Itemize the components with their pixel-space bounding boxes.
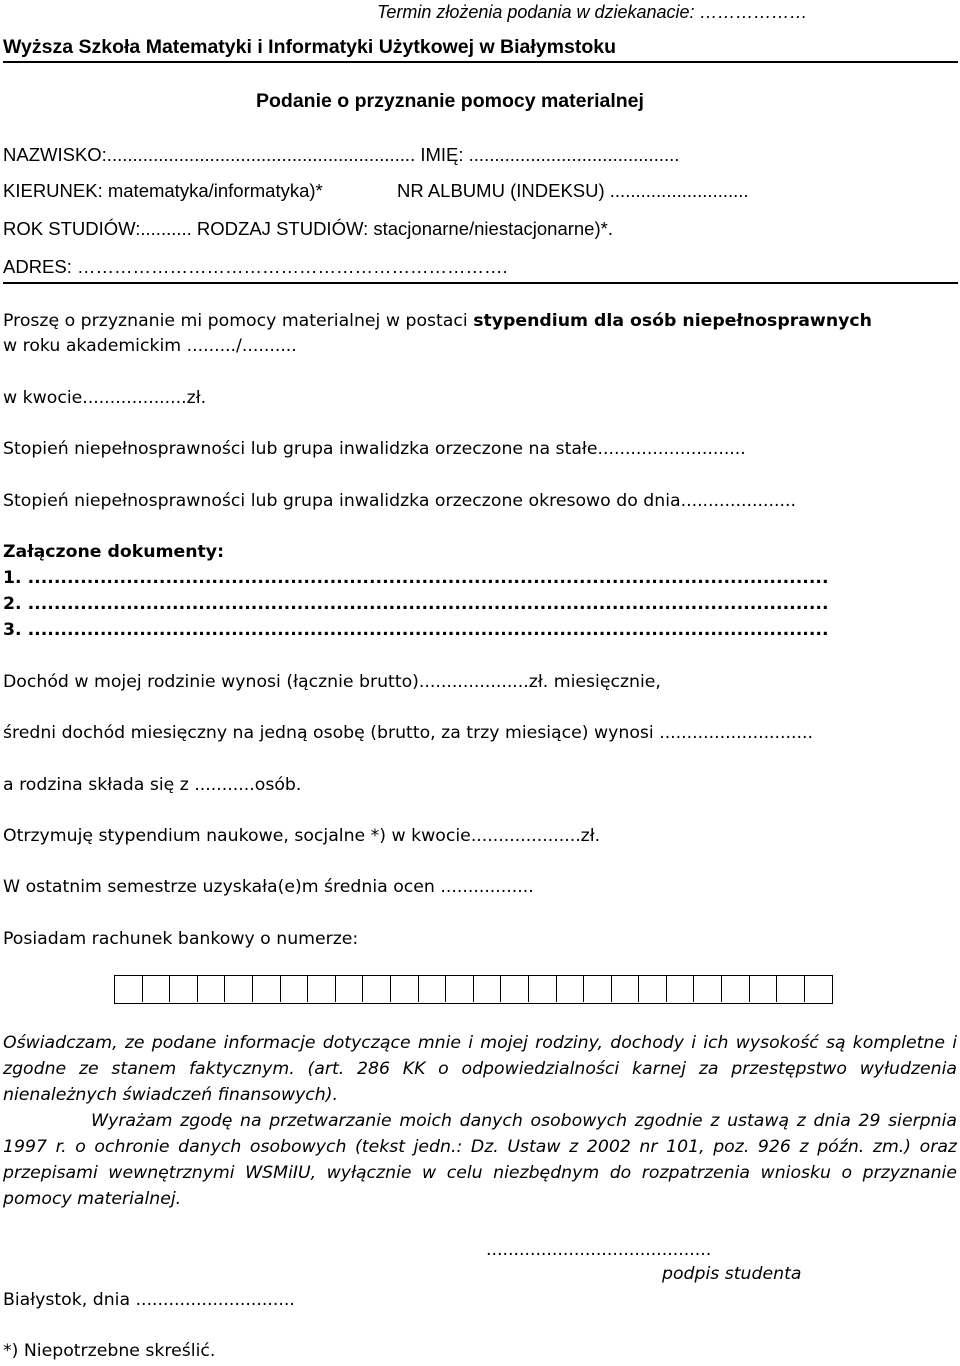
family-size-field: a rodzina składa się z ...........osób. bbox=[3, 775, 302, 795]
year-of-study-field: ROK STUDIÓW:.......... RODZAJ STUDIÓW: stacjonarne/niestacjonarne)*. bbox=[3, 218, 613, 239]
bank-account-digit-box bbox=[501, 976, 529, 1002]
request-text bbox=[3, 311, 872, 331]
attachment-item: 1. .......................................................................................................................... bbox=[3, 568, 829, 588]
attachment-item: 3. .......................................................................................................................... bbox=[3, 620, 829, 640]
family-income-field: Dochód w mojej rodzinie wynosi (łącznie brutto)....................zł. miesięcznie, bbox=[3, 672, 661, 692]
per-person-income-field: średni dochód miesięczny na jedną osobę (brutto, za trzy miesiące) wynosi ............................ bbox=[3, 723, 814, 743]
temporary-disability-field: Stopień niepełnosprawności lub grupa inwalidzka orzeczone okresowo do dnia..................... bbox=[3, 491, 796, 511]
request-text-prefix: Proszę o przyznanie mi pomocy materialnej w postaci bbox=[3, 311, 474, 331]
place-date-field: Białystok, dnia ............................. bbox=[3, 1290, 295, 1310]
bank-account-digit-box bbox=[363, 976, 391, 1002]
bank-account-label: Posiadam rachunek bankowy o numerze: bbox=[3, 929, 359, 949]
school-name: Wyższa Szkoła Matematyki i Informatyki Użytkowej w Białymstoku bbox=[3, 36, 617, 58]
bank-account-digit-box bbox=[667, 976, 695, 1002]
footnote: *) Niepotrzebne skreślić. bbox=[3, 1341, 216, 1361]
surname-name-field: NAZWISKO:............................................................ IMIĘ: ......................................... bbox=[3, 144, 680, 165]
bank-account-boxes bbox=[114, 975, 833, 1004]
bank-account-digit-box bbox=[529, 976, 557, 1002]
signature-label: podpis studenta bbox=[662, 1264, 802, 1284]
bank-account-digit-box bbox=[557, 976, 585, 1002]
bank-account-digit-box bbox=[225, 976, 253, 1002]
amount-field: w kwocie...................zł. bbox=[3, 388, 207, 408]
personal-section-rule bbox=[3, 282, 958, 284]
bank-account-digit-box bbox=[308, 976, 336, 1002]
bank-account-digit-box bbox=[777, 976, 805, 1002]
bank-account-digit-box bbox=[584, 976, 612, 1002]
request-text-bold: stypendium dla osób niepełnosprawnych bbox=[473, 311, 872, 331]
form-title: Podanie o przyznanie pomocy materialnej bbox=[256, 90, 644, 112]
permanent-disability-field: Stopień niepełnosprawności lub grupa inwalidzka orzeczone na stałe........................... bbox=[3, 439, 746, 459]
declaration-paragraph-2: Wyrażam zgodę na przetwarzanie moich danych osobowych zgodnie z ustawą z dnia 29 sierpnia 1997 r. o ochronie danych osobowych (tekst jedn.: Dz. Ustaw z 2002 nr 101, poz. 926 z późn. zm.) oraz przepisami wewnętrznymi WSMiIU, wyłącznie w celu niezbędnym do rozpatrzenia wniosku o przyznanie pomocy materialnej. bbox=[3, 1111, 957, 1209]
submission-deadline: Termin złożenia podania w dziekanacie: ……………… bbox=[377, 2, 808, 22]
bank-account-digit-box bbox=[336, 976, 364, 1002]
bank-account-digit-box bbox=[639, 976, 667, 1002]
bank-account-digit-box bbox=[446, 976, 474, 1002]
bank-account-digit-box bbox=[281, 976, 309, 1002]
scholarship-field: Otrzymuję stypendium naukowe, socjalne *) w kwocie....................zł. bbox=[3, 826, 601, 846]
album-number-field: NR ALBUMU (INDEKSU) ........................... bbox=[397, 180, 749, 201]
address-field: ADRES: ……………………………………………………………. bbox=[3, 256, 508, 277]
bank-account-digit-box bbox=[198, 976, 226, 1002]
bank-account-digit-box bbox=[419, 976, 447, 1002]
header-rule bbox=[3, 61, 958, 63]
bank-account-digit-box bbox=[143, 976, 171, 1002]
attachment-item: 2. .......................................................................................................................... bbox=[3, 594, 829, 614]
bank-account-digit-box bbox=[391, 976, 419, 1002]
bank-account-digit-box bbox=[253, 976, 281, 1002]
bank-account-digit-box bbox=[805, 976, 833, 1002]
bank-account-digit-box bbox=[750, 976, 778, 1002]
bank-account-digit-box bbox=[170, 976, 198, 1002]
signature-line: ......................................... bbox=[486, 1240, 712, 1260]
academic-year-field: w roku akademickim ........./.......... bbox=[3, 336, 297, 356]
bank-account-digit-box bbox=[474, 976, 502, 1002]
bank-account-digit-box bbox=[722, 976, 750, 1002]
major-field: KIERUNEK: matematyka/informatyka)* bbox=[3, 180, 323, 201]
bank-account-digit-box bbox=[115, 976, 143, 1002]
declaration-paragraph-1: Oświadczam, ze podane informacje dotyczące mnie i mojej rodziny, dochody i ich wysokość są kompletne i zgodne ze stanem faktycznym. (art. 286 KK o odpowiedzialności karnej za przestępstwo wyłudzenia nienależnych świadczeń finansowych). bbox=[3, 1033, 957, 1105]
gpa-field: W ostatnim semestrze uzyskała(e)m średnia ocen ................. bbox=[3, 877, 534, 897]
declaration bbox=[3, 1030, 957, 1212]
bank-account-digit-box bbox=[612, 976, 640, 1002]
bank-account-digit-box bbox=[694, 976, 722, 1002]
attachments-heading: Załączone dokumenty: bbox=[3, 542, 224, 562]
